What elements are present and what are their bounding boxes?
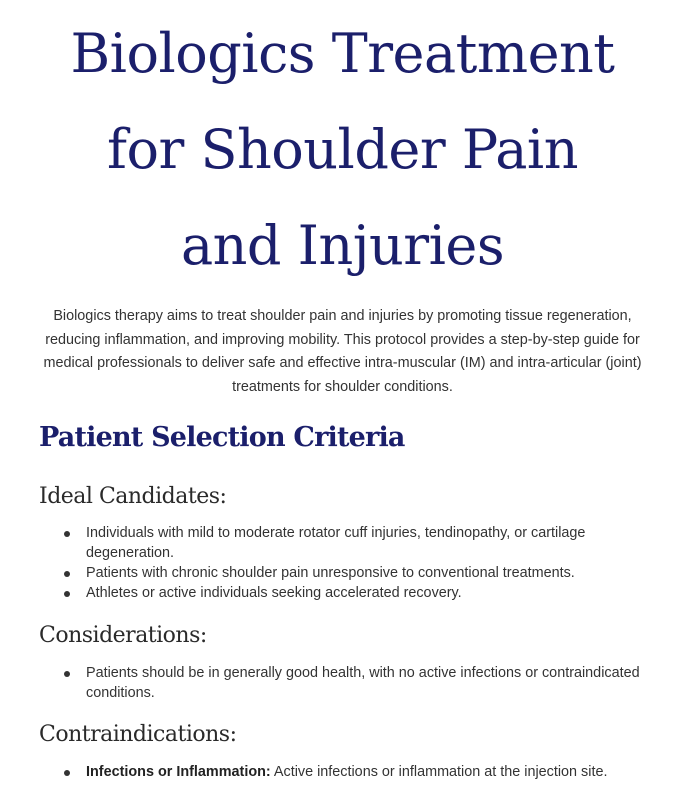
- heading-ideal-candidates: Ideal Candidates:: [39, 484, 227, 509]
- list-item: [86, 663, 646, 703]
- title-line-1: Biologics Treatment: [70, 22, 615, 85]
- heading-considerations: Considerations:: [39, 623, 207, 648]
- heading-contraindications: Contraindications:: [39, 722, 237, 747]
- list-item: [86, 762, 646, 782]
- title-line-3: and Injuries: [180, 214, 505, 277]
- list-contraindications: [86, 762, 646, 782]
- bullet-icon: [64, 591, 70, 597]
- list-considerations: [86, 663, 646, 703]
- list-item-text: Patients should be in generally good health, with no active infections or contraindicated conditions.: [86, 665, 640, 701]
- list-item: [86, 523, 646, 563]
- list-item-text: Individuals with mild to moderate rotator cuff injuries, tendinopathy, or cartilage degeneration.: [86, 525, 586, 561]
- bullet-icon: [64, 671, 70, 677]
- page-title: [0, 6, 685, 294]
- list-item-text: Athletes or active individuals seeking accelerated recovery.: [86, 585, 462, 601]
- list-item-text: Patients with chronic shoulder pain unresponsive to conventional treatments.: [86, 565, 575, 581]
- bullet-icon: [64, 770, 70, 776]
- list-item-text: Active infections or inflammation at the injection site.: [270, 764, 608, 780]
- bullet-icon: [64, 531, 70, 537]
- list-ideal-candidates: [86, 523, 646, 603]
- list-item-label: Infections or Inflammation:: [86, 764, 271, 780]
- intro-paragraph: Biologics therapy aims to treat shoulder pain and injuries by promoting tissue regeneration, reducing inflammation, and improving mobility. This protocol provides a step-by-step guide for medical professionals to deliver safe and effective intra-muscular (IM) and intra-articular (joint) treatments for shoulder conditions.: [43, 308, 642, 395]
- list-item: [86, 563, 646, 583]
- list-item: [86, 583, 646, 603]
- bullet-icon: [64, 571, 70, 577]
- section-title-patient-selection: Patient Selection Criteria: [39, 422, 405, 453]
- title-line-2: for Shoulder Pain: [107, 118, 578, 181]
